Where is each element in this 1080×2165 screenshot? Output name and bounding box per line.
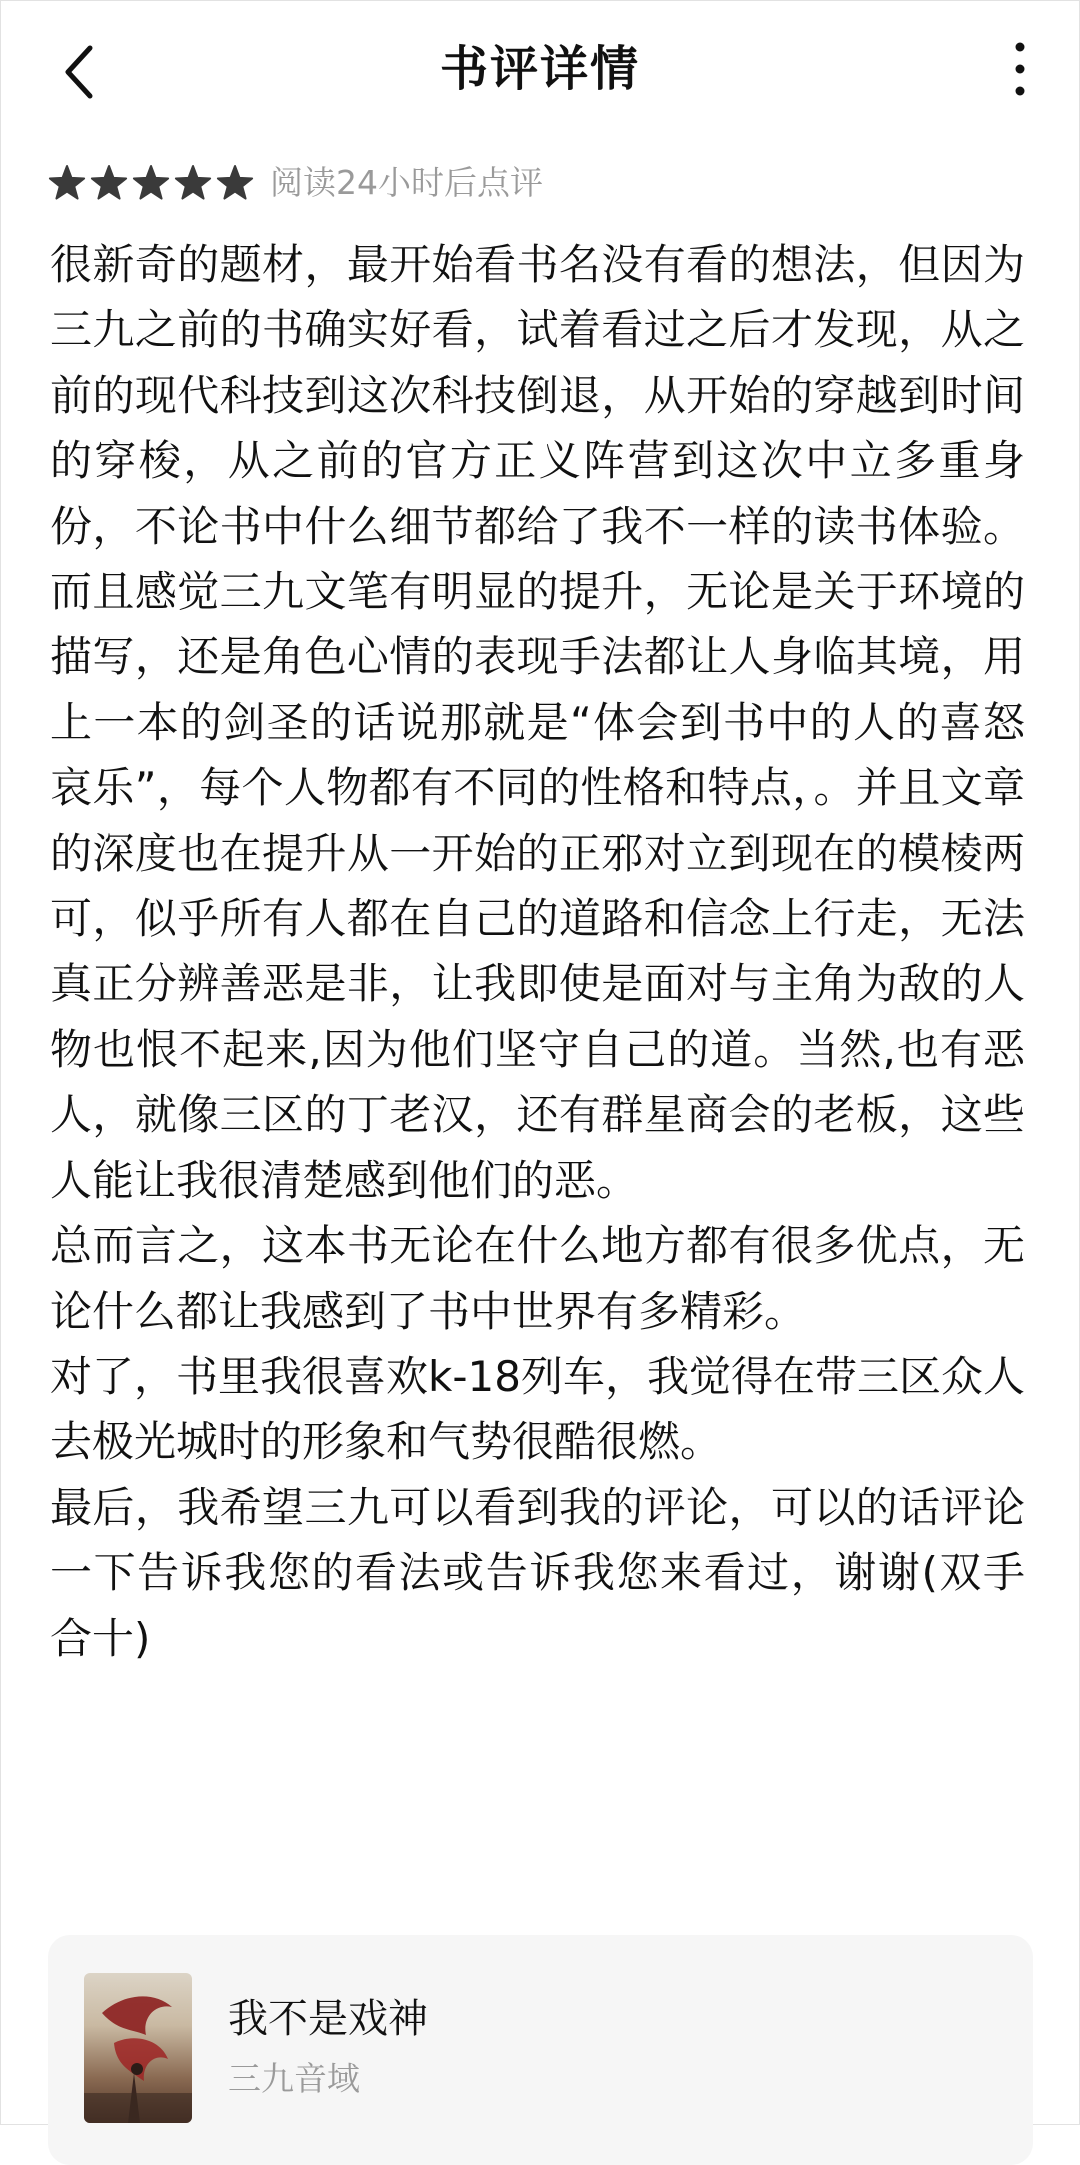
review-paragraph: 对了，书里我很喜欢k-18列车，我觉得在带三区众人去极光城时的形象和气势很酷很燃。: [50, 1351, 1025, 1467]
book-card[interactable]: [48, 1935, 1033, 2165]
review-body: [50, 232, 1025, 1671]
book-author: 三九音域: [228, 2059, 360, 2098]
book-cover-image: [84, 1973, 192, 2123]
book-title: 我不是戏神: [228, 1996, 428, 2042]
star-icon: [174, 164, 212, 202]
star-icon: [48, 164, 86, 202]
star-rating: [48, 164, 258, 202]
review-paragraph: 总而言之，这本书无论在什么地方都有很多优点，无论什么都让我感到了书中世界有多精彩。: [50, 1221, 1025, 1336]
rating-note: 阅读24小时后点评: [270, 163, 543, 202]
star-icon: [90, 164, 128, 202]
star-icon: [216, 164, 254, 202]
more-options-button[interactable]: [1000, 36, 1040, 102]
top-bar: [0, 0, 1080, 140]
more-vertical-icon: [1000, 87, 1040, 106]
star-icon: [132, 164, 170, 202]
review-paragraph: 最后，我希望三九可以看到我的评论，可以的话评论一下告诉我您的看法或告诉我您来看过，谢谢(双手合十): [50, 1482, 1025, 1663]
rating-row: [48, 155, 543, 211]
page-title: 书评详情: [439, 41, 640, 97]
review-paragraph: 很新奇的题材，最开始看书名没有看的想法，但因为三九之前的书确实好看，试着看过之后才发现，从之前的现代科技到这次科技倒退，从开始的穿越到时间的穿梭，从之前的官方正义阵营到这次中立多重身份，不论书中什么细节都给了我不一样的读书体验。而且感觉三九文笔有明显的提升，无论是关于环境的描写，还是角色心情的表现手法都让人身临其境，用上一本的剑圣的话说那就是“体会到书中的人的喜怒哀乐”，每个人物都有不同的性格和特点，。并且文章的深度也在提升从一开始的正邪对立到现在的模棱两可，似乎所有人都在自己的道路和信念上行走，无法真正分辨善恶是非，让我即使是面对与主角为敌的人物也恨不起来,因为他们坚守自己的道。当然,也有恶人，就像三区的丁老汉，还有群星商会的老板，这些人能让我很清楚感到他们的恶。: [50, 240, 1025, 1205]
